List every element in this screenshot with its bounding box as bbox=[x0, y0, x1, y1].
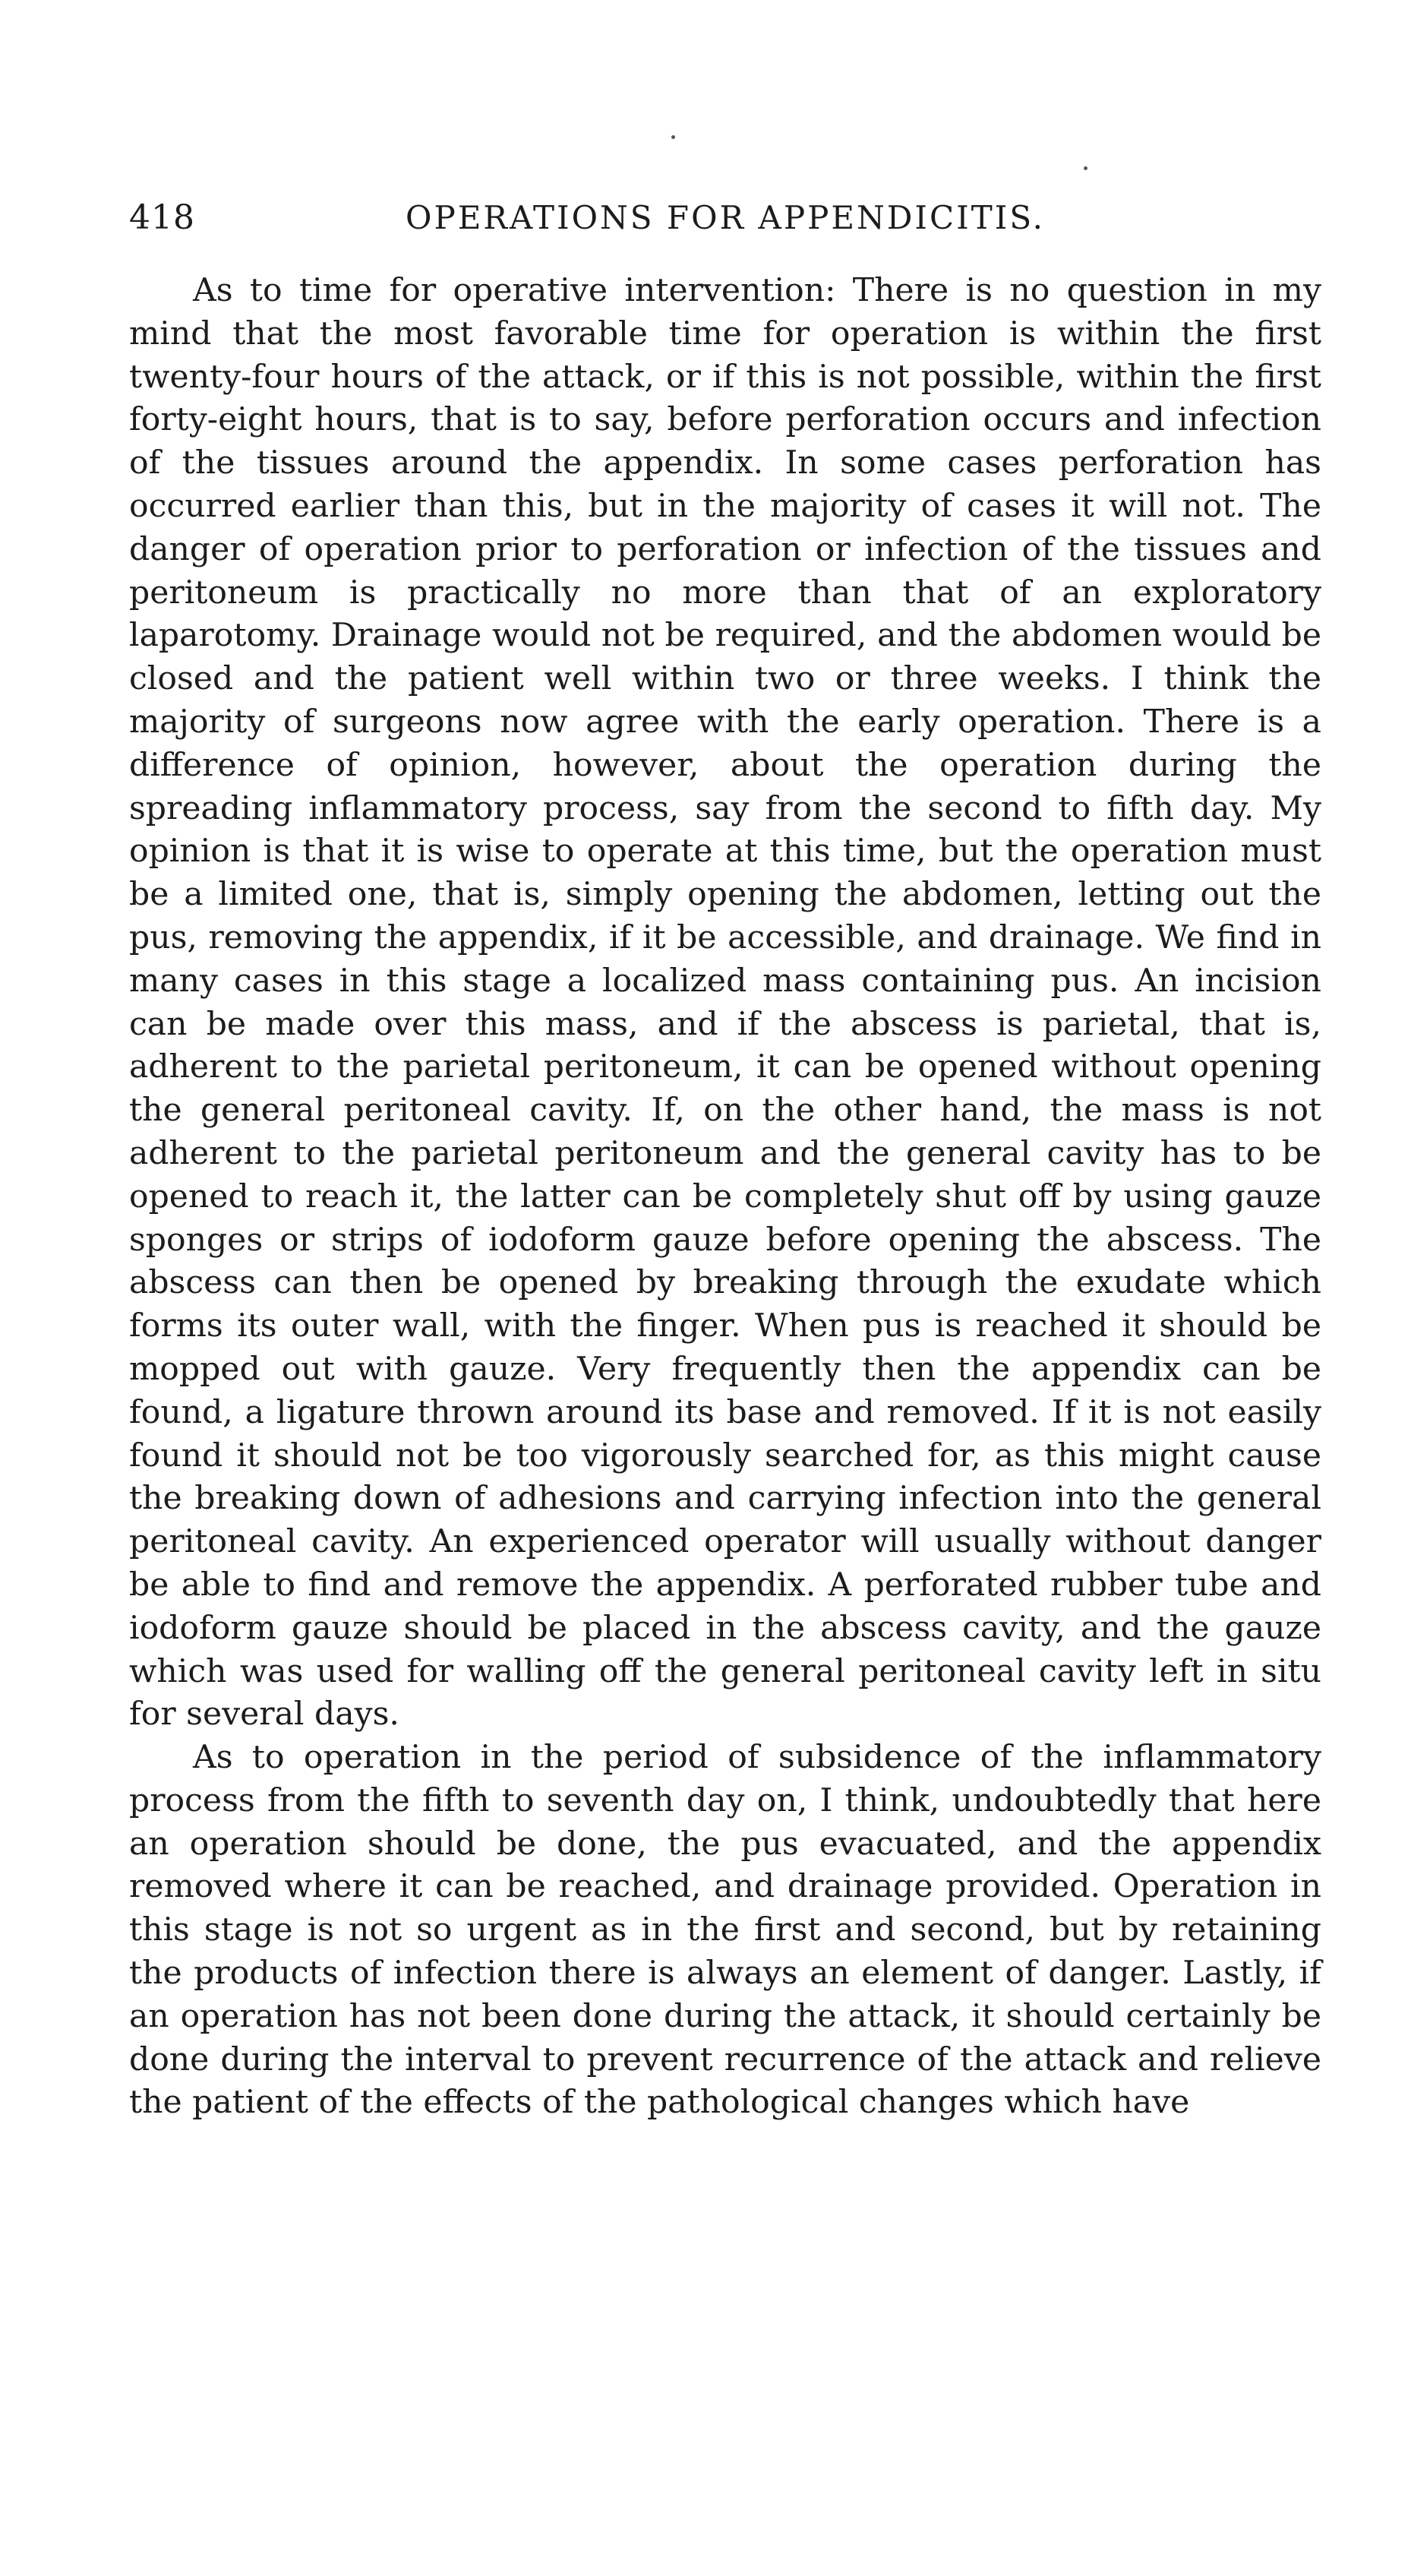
paragraph: As to operation in the period of subsidence of the inflammatory process from the fifth to seventh day on, I think, undoubtedly that here an operation should be done, the pus evacuated, and the appendix removed where it can be reached, and drainage provided. Operation in this stage is not so urgent as in the first and second, but by retaining the products of infection there is always an element of danger. Lastly, if an operation has not been done during the attack, it should certainly be done during the interval to prevent recurrence of the attack and relieve the patient of the effects of the pathological changes which have bbox=[129, 1739, 1321, 2122]
ink-speck bbox=[1084, 166, 1087, 170]
body-text bbox=[129, 270, 1321, 2125]
page-header bbox=[129, 191, 1321, 245]
running-title: OPERATIONS FOR APPENDICITIS. bbox=[406, 199, 1045, 236]
page-number: 418 bbox=[129, 198, 195, 237]
ink-speck bbox=[671, 135, 675, 139]
paragraph: As to time for operative intervention: There is no question in my mind that the most favorable time for operation is within the first twenty-four hours of the attack, or if this is not possible, within the first forty-eight hours, that is to say, before perforation occurs and infection of the tissues around the appendix. In some cases perforation has occurred earlier than this, but in the majority of cases it will not. The danger of operation prior to perforation or infection of the tissues and peritoneum is practically no more than that of an exploratory laparotomy. Drainage would not be required, and the abdomen would be closed and the patient well within two or three weeks. I think the majority of surgeons now agree with the early operation. There is a difference of opinion, however, about the operation during the spreading inflammatory process, say from the second to fifth day. My opinion is that it is wise to operate at this time, but the operation must be a limited one, that is, simply opening the abdomen, letting out the pus, removing the appendix, if it be accessible, and drainage. We find in many cases in this stage a localized mass containing pus. An incision can be made over this mass, and if the abscess is parietal, that is, adherent to the parietal peritoneum, it can be opened without opening the general peritoneal cavity. If, on the other hand, the mass is not adherent to the parietal peritoneum and the general cavity has to be opened to reach it, the latter can be completely shut off by using gauze sponges or strips of iodoform gauze before opening the abscess. The abscess can then be opened by breaking through the exudate which forms its outer wall, with the finger. When pus is reached it should be mopped out with gauze. Very frequently then the appendix can be found, a ligature thrown around its base and removed. If it is not easily found it should not be too vigorously searched for, as this might cause the breaking down of adhesions and carrying infection into the general peritoneal cavity. An experienced operator will usually without danger be able to find and remove the appendix. A perforated rubber tube and iodoform gauze should be placed in the abscess cavity, and the gauze which was used for walling off the general peritoneal cavity left in situ for several days. bbox=[129, 272, 1321, 1734]
